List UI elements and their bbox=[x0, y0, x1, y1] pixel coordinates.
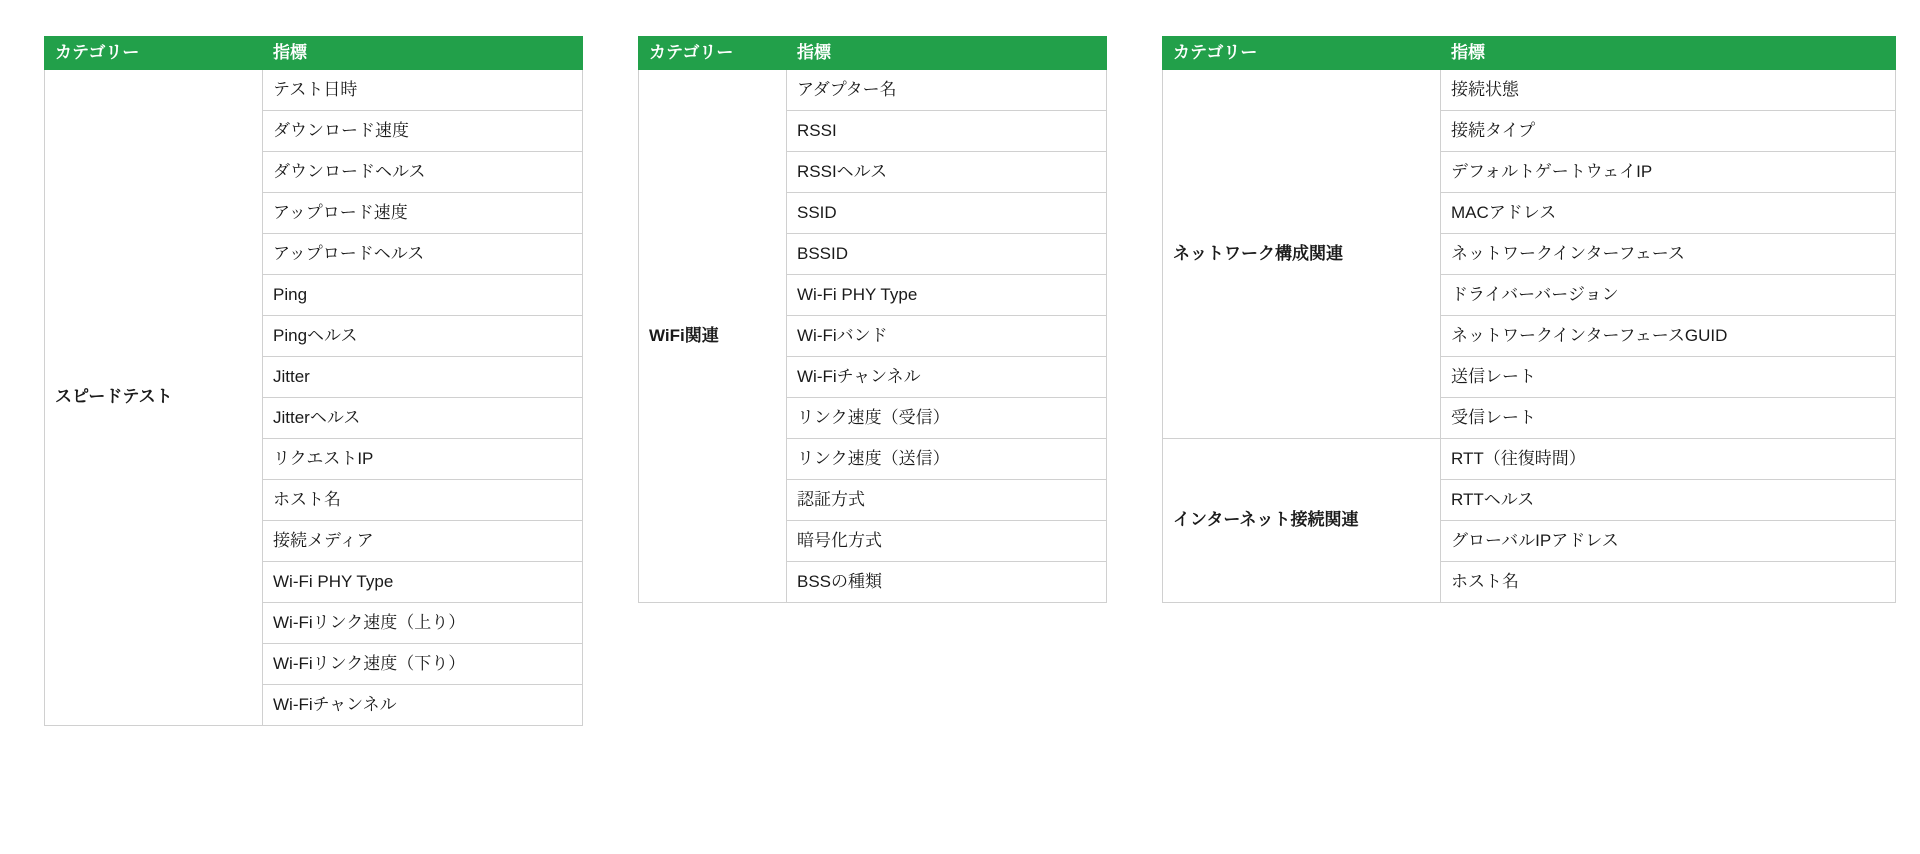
metric-cell: Wi-Fiリンク速度（下り） bbox=[263, 644, 583, 685]
metric-cell: Wi-Fi PHY Type bbox=[787, 275, 1107, 316]
metric-cell: ネットワークインターフェースGUID bbox=[1441, 316, 1896, 357]
speed-test-table-block bbox=[44, 36, 583, 726]
metric-cell: アップロード速度 bbox=[263, 193, 583, 234]
metric-cell: Jitterヘルス bbox=[263, 398, 583, 439]
metric-cell: アダプター名 bbox=[787, 70, 1107, 111]
metric-cell: Wi-Fi PHY Type bbox=[263, 562, 583, 603]
category-cell: ネットワーク構成関連 bbox=[1163, 70, 1441, 439]
metric-cell: ホスト名 bbox=[263, 480, 583, 521]
header-row bbox=[45, 37, 583, 70]
table-row bbox=[1163, 70, 1896, 111]
metric-cell: Pingヘルス bbox=[263, 316, 583, 357]
metric-cell: Ping bbox=[263, 275, 583, 316]
metric-cell: テスト日時 bbox=[263, 70, 583, 111]
metric-cell: RSSI bbox=[787, 111, 1107, 152]
metric-cell: ダウンロード速度 bbox=[263, 111, 583, 152]
metric-cell: グローバルIPアドレス bbox=[1441, 521, 1896, 562]
category-cell: スピードテスト bbox=[45, 70, 263, 726]
header-category: カテゴリー bbox=[1163, 37, 1441, 70]
metric-cell: BSSの種類 bbox=[787, 562, 1107, 603]
header-metric: 指標 bbox=[787, 37, 1107, 70]
network-table bbox=[1162, 36, 1896, 603]
metric-cell: Wi-Fiリンク速度（上り） bbox=[263, 603, 583, 644]
network-table-block bbox=[1162, 36, 1896, 603]
header-metric: 指標 bbox=[263, 37, 583, 70]
metric-cell: RTTヘルス bbox=[1441, 480, 1896, 521]
metric-cell: Jitter bbox=[263, 357, 583, 398]
category-cell: WiFi関連 bbox=[639, 70, 787, 603]
metric-cell: RSSIヘルス bbox=[787, 152, 1107, 193]
header-row bbox=[1163, 37, 1896, 70]
metric-cell: ネットワークインターフェース bbox=[1441, 234, 1896, 275]
header-category: カテゴリー bbox=[45, 37, 263, 70]
metric-cell: リンク速度（送信） bbox=[787, 439, 1107, 480]
table-row bbox=[45, 70, 583, 111]
metric-cell: 暗号化方式 bbox=[787, 521, 1107, 562]
table-header bbox=[1163, 37, 1896, 70]
metric-cell: 接続状態 bbox=[1441, 70, 1896, 111]
metric-cell: 送信レート bbox=[1441, 357, 1896, 398]
metric-cell: リンク速度（受信） bbox=[787, 398, 1107, 439]
table-row bbox=[1163, 439, 1896, 480]
table-body bbox=[45, 70, 583, 726]
metric-cell: BSSID bbox=[787, 234, 1107, 275]
metric-cell: 認証方式 bbox=[787, 480, 1107, 521]
tables-row bbox=[0, 36, 1920, 726]
metric-cell: アップロードヘルス bbox=[263, 234, 583, 275]
header-metric: 指標 bbox=[1441, 37, 1896, 70]
wifi-table bbox=[638, 36, 1107, 603]
metric-cell: リクエストIP bbox=[263, 439, 583, 480]
table-header bbox=[639, 37, 1107, 70]
metric-cell: RTT（往復時間） bbox=[1441, 439, 1896, 480]
metric-cell: Wi-Fiバンド bbox=[787, 316, 1107, 357]
table-row bbox=[639, 70, 1107, 111]
metric-cell: 接続メディア bbox=[263, 521, 583, 562]
category-cell: インターネット接続関連 bbox=[1163, 439, 1441, 603]
table-header bbox=[45, 37, 583, 70]
metric-cell: Wi-Fiチャンネル bbox=[787, 357, 1107, 398]
speed-test-table bbox=[44, 36, 583, 726]
metric-cell: 受信レート bbox=[1441, 398, 1896, 439]
header-row bbox=[639, 37, 1107, 70]
metric-cell: SSID bbox=[787, 193, 1107, 234]
metric-cell: MACアドレス bbox=[1441, 193, 1896, 234]
metric-cell: Wi-Fiチャンネル bbox=[263, 685, 583, 726]
metric-cell: デフォルトゲートウェイIP bbox=[1441, 152, 1896, 193]
metric-cell: 接続タイプ bbox=[1441, 111, 1896, 152]
metric-cell: ホスト名 bbox=[1441, 562, 1896, 603]
table-body bbox=[1163, 70, 1896, 603]
metric-cell: ドライバーバージョン bbox=[1441, 275, 1896, 316]
wifi-table-block bbox=[638, 36, 1107, 603]
table-body bbox=[639, 70, 1107, 603]
header-category: カテゴリー bbox=[639, 37, 787, 70]
metric-cell: ダウンロードヘルス bbox=[263, 152, 583, 193]
